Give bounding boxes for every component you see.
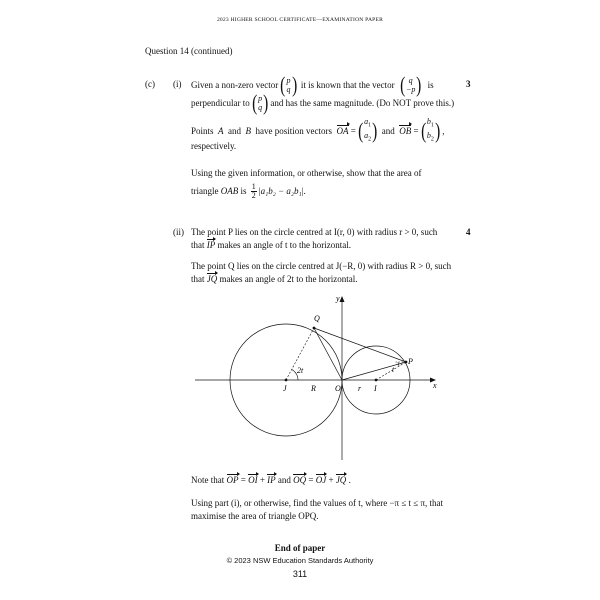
triangle-OAB: OAB	[220, 185, 239, 196]
respectively-text: respectively.	[191, 141, 237, 151]
segment-QP	[314, 328, 406, 362]
b1-sub: 1	[430, 123, 434, 129]
segment-OQ	[314, 328, 342, 380]
using-line: Using the given information, or otherwise, show that the area of	[191, 168, 422, 178]
line2-text-b: and has the same magnitude. (Do NOT prove this.)	[270, 97, 455, 108]
using-part-line: Using part (i), or otherwise, find the values of t, where −π ≤ t ≤ π, that	[191, 498, 443, 508]
vec-entry-q: q	[258, 103, 263, 112]
vector-b: ( $b_1$ $b_2$ )	[420, 117, 441, 143]
q-line2-rest: makes an angle of 2t to the horizontal.	[219, 274, 358, 284]
and-text-2: and	[381, 125, 395, 136]
triangle-text: triangle	[191, 185, 219, 196]
vec-entry-q: q	[408, 76, 413, 85]
x-axis-label: x	[433, 381, 437, 390]
vec-entry-neg-p: −p	[405, 85, 416, 94]
line1-text-a: Given a non-zero vector	[191, 79, 279, 90]
vector-JQ-2: JQ	[335, 475, 347, 485]
vector-OQ: OQ	[293, 475, 307, 485]
label-2t: 2t	[297, 366, 304, 375]
and-text: and	[228, 125, 242, 136]
half-fraction	[251, 183, 257, 200]
vec-entry-p: p	[258, 94, 263, 103]
a1: a	[364, 117, 369, 127]
b1: b	[426, 117, 431, 127]
vector-pq-2: ( p q )	[251, 90, 269, 115]
label-t: t	[392, 365, 395, 374]
p-line2	[191, 240, 351, 251]
b2: b	[426, 131, 431, 140]
area-expression: a₁b₂ − a₂b₁	[260, 185, 302, 196]
label-I: I	[374, 384, 377, 393]
line1-text-c: is	[427, 79, 434, 90]
label-O: O	[335, 384, 341, 393]
page-number: 311	[292, 569, 308, 579]
part-ii-label: (ii)	[173, 227, 184, 237]
line2-text-a: perpendicular to	[191, 97, 250, 108]
y-axis-arrow	[340, 296, 345, 302]
that-text-2: that	[191, 274, 205, 284]
part-c-label: (c)	[145, 79, 155, 89]
q-line1: The point Q lies on the circle centred at J(−R, 0) with radius R > 0, such	[191, 261, 452, 271]
vec-entry-p: p	[286, 76, 291, 85]
label-J: J	[283, 384, 287, 393]
vector-IP-2: IP	[267, 475, 276, 485]
question-title: Question 14 (continued)	[145, 46, 233, 56]
label-Q: Q	[314, 314, 320, 323]
label-R: R	[311, 384, 316, 393]
a2: a	[364, 131, 369, 140]
vec-entry-q: q	[286, 85, 291, 94]
label-P: P	[408, 357, 413, 366]
have-position-text: have position vectors	[255, 125, 332, 136]
part-i-marks: 3	[466, 79, 471, 89]
point-B: B	[245, 125, 252, 136]
circle-diagram	[190, 290, 450, 465]
a1-sub: 1	[368, 123, 372, 129]
line1-text-b: it is known that the vector	[300, 79, 395, 90]
part-i-line2	[191, 90, 454, 116]
vector-a: ( $a_1$ $a_2$ )	[357, 117, 378, 143]
p-line2-rest: makes an angle of t to the horizontal.	[217, 240, 351, 250]
that-text: that	[191, 240, 205, 250]
vector-OI: OI	[248, 475, 258, 485]
a2-sub: 2	[368, 136, 372, 143]
half-den: 2	[251, 190, 256, 200]
area-line: triangle OAB is $\frac{1}{2}$ | a₁b₂ − a₂b₁ |.	[191, 181, 306, 200]
y-axis-label: y	[336, 294, 340, 303]
copyright: © 2023 NSW Education Standards Authority	[226, 556, 374, 565]
note-and: and	[277, 475, 291, 485]
vector-q-negp: ( q −p )	[399, 72, 422, 97]
b2-sub: 2	[430, 136, 434, 143]
end-of-paper: End of paper	[274, 543, 326, 553]
exam-header: 2023 HIGHER SCHOOL CERTIFICATE—EXAMINATION PAPER	[216, 17, 384, 23]
half-num: 1	[251, 181, 256, 191]
note-text: Note that	[191, 475, 225, 485]
is-text: is	[240, 185, 247, 196]
vector-IP: IP	[206, 240, 216, 250]
maximise-line: maximise the area of triangle OPQ.	[191, 511, 319, 521]
vector-OJ: OJ	[315, 475, 327, 485]
point-A: A	[218, 125, 224, 136]
points-line: Points A and B have position vectors OA = ( $a_1$ $a_2$ ) and OB = ( $b_1$ $b_2$ ) ,	[191, 117, 445, 143]
note-line: Note that OP = OI + IP and OQ = OJ + JQ .	[191, 475, 351, 485]
vector-OP: OP	[226, 475, 239, 485]
vector-JQ: JQ	[206, 274, 218, 284]
vector-OA: OA	[336, 125, 349, 136]
q-line2	[191, 274, 357, 285]
p-line1: The point P lies on the circle centred at I(r, 0) with radius r > 0, such	[191, 227, 438, 237]
segment-OP	[342, 362, 406, 380]
part-ii-marks: 4	[466, 227, 471, 237]
label-r: r	[358, 384, 362, 393]
part-i-label: (i)	[173, 79, 182, 89]
vector-pq: ( p q )	[280, 72, 297, 97]
segment-IP	[376, 362, 406, 380]
points-text: Points	[191, 125, 214, 136]
vector-OB: OB	[399, 125, 412, 136]
